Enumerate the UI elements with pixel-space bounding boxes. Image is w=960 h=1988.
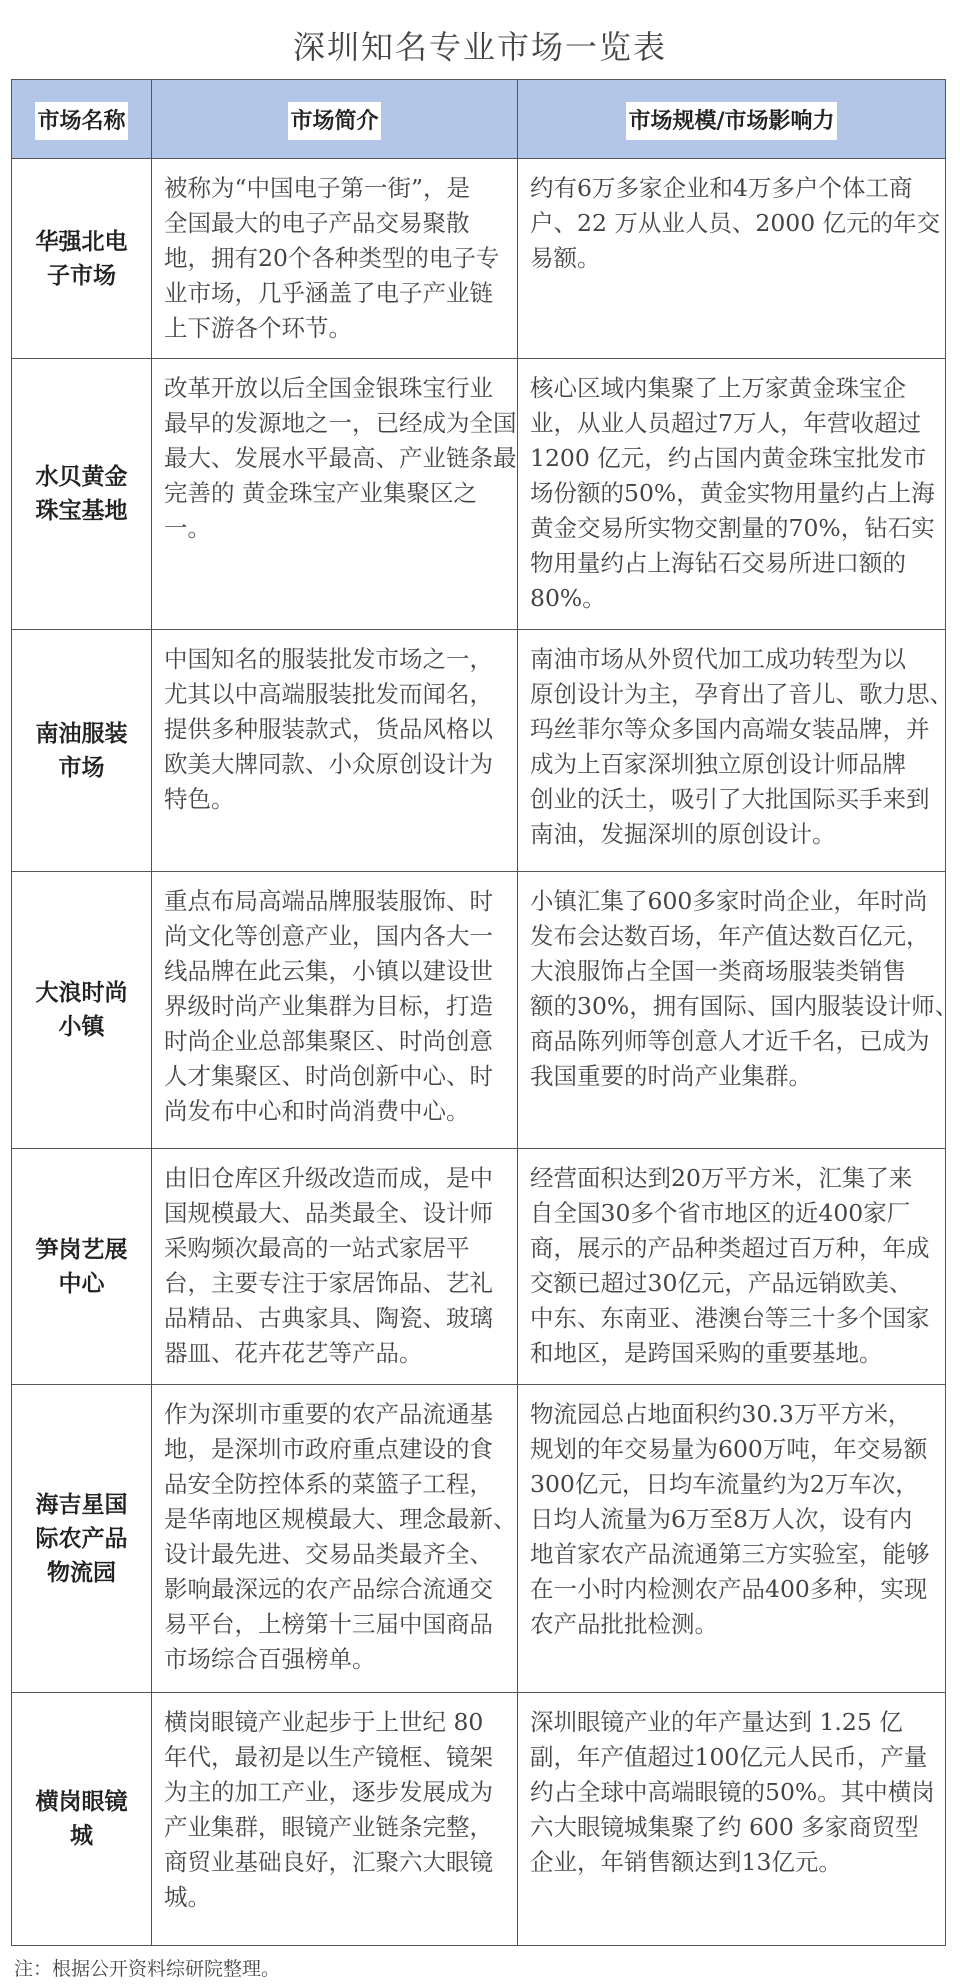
cell-text-line: 交额已超过30亿元，产品远销欧美、 bbox=[530, 1269, 913, 1297]
table-row bbox=[12, 630, 946, 872]
header-market-scale bbox=[518, 80, 946, 159]
market-name-cell bbox=[12, 359, 152, 630]
cell-text-line: 海吉星国 bbox=[35, 1490, 128, 1518]
cell-text-line: 核心区域内集聚了上万家黄金珠宝企 bbox=[530, 374, 906, 402]
cell-text-line: 玛丝菲尔等众多国内高端女装品牌，并 bbox=[530, 715, 930, 743]
cell-text-line: 黄金交易所实物交割量的70%，钻石实 bbox=[530, 514, 935, 542]
cell-text-line: 易平台，上榜第十三届中国商品 bbox=[164, 1610, 493, 1638]
cell-text-line: 完善的 黄金珠宝产业集聚区之 bbox=[164, 479, 477, 507]
cell-text-line: 南油市场从外贸代加工成功转型为以 bbox=[530, 645, 906, 673]
cell-text-line: 户、22 万从业人员、2000 亿元的年交 bbox=[530, 209, 941, 237]
cell-text-line: 线品牌在此云集，小镇以建设世 bbox=[164, 957, 493, 985]
cell-text-line: 全国最大的电子产品交易聚散 bbox=[164, 209, 470, 237]
cell-text-line: 和地区，是跨国采购的重要基地。 bbox=[530, 1339, 883, 1367]
cell-text-line: 创业的沃土，吸引了大批国际买手来到 bbox=[530, 785, 930, 813]
cell-text-line: 发布会达数百场，年产值达数百亿元， bbox=[530, 922, 930, 950]
cell-text-line: 经营面积达到20万平方米，汇集了来 bbox=[530, 1164, 913, 1192]
cell-text-line: 物用量约占上海钻石交易所进口额的 bbox=[530, 549, 906, 577]
cell-text-line: 物流园 bbox=[47, 1558, 116, 1586]
cell-text-line: 约占全球中高端眼镜的50%。其中横岗 bbox=[530, 1778, 935, 1806]
market-scale-cell bbox=[518, 159, 946, 359]
cell-text-line: 影响最深远的农产品综合流通交 bbox=[164, 1575, 493, 1603]
footnote: 注：根据公开资料综研院整理。 bbox=[14, 1958, 281, 1980]
cell-text-line: 中国知名的服装批发市场之一， bbox=[164, 645, 493, 673]
header-label: 市场简介 bbox=[288, 102, 380, 140]
market-name-cell bbox=[12, 630, 152, 872]
cell-text-line: 台，主要专注于家居饰品、艺礼 bbox=[164, 1269, 493, 1297]
market-intro-cell bbox=[152, 359, 518, 630]
cell-text-line: 横岗眼镜产业起步于上世纪 80 bbox=[164, 1708, 484, 1736]
cell-text-line: 自全国30多个省市地区的近400家厂 bbox=[530, 1199, 911, 1227]
cell-text-line: 设计最先进、交易品类最齐全、 bbox=[164, 1540, 493, 1568]
cell-text-line: 提供多种服装款式，货品风格以 bbox=[164, 715, 493, 743]
market-name-cell bbox=[12, 159, 152, 359]
cell-text-line: 大浪时尚 bbox=[35, 979, 128, 1006]
cell-text-line: 一。 bbox=[164, 514, 211, 542]
cell-text-line: 中心 bbox=[58, 1269, 105, 1297]
cell-text-line: 易额。 bbox=[530, 244, 601, 272]
cell-text-line: 企业，年销售额达到13亿元。 bbox=[530, 1848, 842, 1876]
market-name-cell bbox=[12, 872, 152, 1149]
market-name-cell bbox=[12, 1693, 152, 1946]
market-intro-cell bbox=[152, 872, 518, 1149]
cell-text-line: 年代，最初是以生产镜框、镜架 bbox=[164, 1743, 493, 1771]
cell-text-line: 尚发布中心和时尚消费中心。 bbox=[164, 1097, 470, 1125]
market-scale-cell bbox=[518, 1385, 946, 1693]
cell-text-line: 上下游各个环节。 bbox=[164, 314, 352, 342]
table-row bbox=[12, 1149, 946, 1385]
cell-text-line: 商，展示的产品种类超过百万种，年成 bbox=[530, 1234, 930, 1262]
cell-text-line: 商贸业基础良好，汇聚六大眼镜 bbox=[164, 1848, 493, 1876]
table-row bbox=[12, 1385, 946, 1693]
cell-text-line: 业市场，几乎涵盖了电子产业链 bbox=[164, 279, 493, 307]
cell-text-line: 市场综合百强榜单。 bbox=[164, 1645, 376, 1673]
cell-text-line: 我国重要的时尚产业集群。 bbox=[530, 1062, 812, 1090]
cell-text-line: 城。 bbox=[164, 1883, 211, 1911]
header-label: 市场规模/市场影响力 bbox=[626, 102, 836, 140]
table-row bbox=[12, 1693, 946, 1946]
market-name-cell bbox=[12, 1149, 152, 1385]
cell-text-line: 际农产品 bbox=[35, 1524, 128, 1552]
cell-text-line: 业，从业人员超过7万人，年营收超过 bbox=[530, 409, 921, 437]
cell-text-line: 六大眼镜城集聚了约 600 多家商贸型 bbox=[530, 1813, 919, 1841]
cell-text-line: 地，是深圳市政府重点建设的食 bbox=[164, 1435, 493, 1463]
market-name-cell bbox=[12, 1385, 152, 1693]
cell-text-line: 为主的加工产业，逐步发展成为 bbox=[164, 1778, 493, 1806]
cell-text-line: 农产品批批检测。 bbox=[530, 1610, 718, 1638]
market-scale-cell bbox=[518, 359, 946, 630]
cell-text-line: 采购频次最高的一站式家居平 bbox=[164, 1234, 470, 1262]
header-market-intro bbox=[152, 80, 518, 159]
market-intro-cell bbox=[152, 1693, 518, 1946]
cell-text-line: 市场 bbox=[58, 753, 105, 781]
table-header-row bbox=[12, 80, 946, 159]
market-table bbox=[11, 79, 959, 1946]
cell-text-line: 1200 亿元，约占国内黄金珠宝批发市 bbox=[530, 444, 927, 472]
cell-text-line: 商品陈列师等创意人才近千名，已成为 bbox=[530, 1027, 930, 1055]
cell-text-line: 300亿元，日均车流量约为2万车次， bbox=[530, 1470, 919, 1498]
cell-text-line: 约有6万多家企业和4万多户个体工商 bbox=[530, 174, 913, 202]
cell-text-line: 品精品、古典家具、陶瓷、玻璃 bbox=[164, 1304, 493, 1332]
header-label: 市场名称 bbox=[35, 102, 127, 140]
market-scale-cell bbox=[518, 1149, 946, 1385]
cell-text-line: 南油服装 bbox=[35, 719, 128, 747]
cell-text-line: 时尚企业总部集聚区、时尚创意 bbox=[164, 1027, 493, 1055]
cell-text-line: 场份额的50%，黄金实物用量约占上海 bbox=[530, 479, 935, 507]
market-scale-cell bbox=[518, 1693, 946, 1946]
market-intro-cell bbox=[152, 630, 518, 872]
cell-text-line: 最大、发展水平最高、产业链条最 bbox=[164, 444, 517, 472]
cell-text-line: 额的30%，拥有国际、国内服装设计师、 bbox=[530, 992, 959, 1020]
page-title: 深圳知名专业市场一览表 bbox=[292, 28, 667, 66]
cell-text-line: 地首家农产品流通第三方实验室，能够 bbox=[530, 1540, 930, 1568]
cell-text-line: 副，年产值超过100亿元人民币，产量 bbox=[530, 1743, 928, 1771]
cell-text-line: 尚文化等创意产业，国内各大一 bbox=[164, 922, 493, 950]
table-row bbox=[12, 872, 946, 1149]
cell-text-line: 被称为“中国电子第一街”，是 bbox=[164, 174, 471, 202]
cell-text-line: 珠宝基地 bbox=[35, 497, 128, 524]
cell-text-line: 器皿、花卉花艺等产品。 bbox=[164, 1339, 423, 1367]
cell-text-line: 尤其以中高端服装批发而闻名， bbox=[164, 680, 493, 708]
cell-text-line: 物流园总占地面积约30.3万平方米， bbox=[530, 1400, 912, 1428]
cell-text-line: 作为深圳市重要的农产品流通基 bbox=[164, 1400, 493, 1428]
cell-text-line: 水贝黄金 bbox=[35, 463, 128, 490]
cell-text-line: 产业集群，眼镜产业链条完整， bbox=[164, 1813, 493, 1841]
table-row bbox=[12, 359, 946, 630]
cell-text-line: 横岗眼镜 bbox=[35, 1788, 128, 1815]
cell-text-line: 大浪服饰占全国一类商场服装类销售 bbox=[530, 957, 906, 985]
cell-text-line: 日均人流量为6万至8万人次，设有内 bbox=[530, 1505, 913, 1533]
cell-text-line: 小镇 bbox=[58, 1013, 105, 1040]
market-intro-cell bbox=[152, 1149, 518, 1385]
cell-text-line: 由旧仓库区升级改造而成，是中 bbox=[164, 1164, 493, 1192]
cell-text-line: 子市场 bbox=[47, 261, 116, 289]
market-intro-cell bbox=[152, 1385, 518, 1693]
cell-text-line: 欧美大牌同款、小众原创设计为 bbox=[164, 750, 493, 778]
market-intro-cell bbox=[152, 159, 518, 359]
cell-text-line: 原创设计为主，孕育出了音儿、歌力思、 bbox=[530, 680, 953, 708]
cell-text-line: 在一小时内检测农产品400多种，实现 bbox=[530, 1575, 928, 1603]
cell-text-line: 中东、东南亚、港澳台等三十多个国家 bbox=[530, 1304, 930, 1332]
cell-text-line: 规划的年交易量为600万吨，年交易额 bbox=[530, 1435, 928, 1463]
cell-text-line: 地，拥有20个各种类型的电子专 bbox=[164, 244, 500, 272]
cell-text-line: 华强北电 bbox=[35, 227, 128, 255]
cell-text-line: 深圳眼镜产业的年产量达到 1.25 亿 bbox=[530, 1708, 903, 1736]
cell-text-line: 成为上百家深圳独立原创设计师品牌 bbox=[530, 750, 906, 778]
cell-text-line: 人才集聚区、时尚创新中心、时 bbox=[164, 1062, 493, 1090]
cell-text-line: 特色。 bbox=[164, 785, 235, 813]
cell-text-line: 城 bbox=[70, 1822, 93, 1849]
market-scale-cell bbox=[518, 630, 953, 872]
cell-text-line: 品安全防控体系的菜篮子工程， bbox=[164, 1470, 493, 1498]
header-market-name bbox=[12, 80, 152, 159]
table-row bbox=[12, 159, 946, 359]
cell-text-line: 界级时尚产业集群为目标，打造 bbox=[164, 992, 493, 1020]
cell-text-line: 改革开放以后全国金银珠宝行业 bbox=[164, 374, 493, 402]
cell-text-line: 小镇汇集了600多家时尚企业，年时尚 bbox=[530, 887, 928, 915]
cell-text-line: 80%。 bbox=[530, 584, 606, 612]
cell-text-line: 国规模最大、品类最全、设计师 bbox=[164, 1199, 493, 1227]
cell-text-line: 笋岗艺展 bbox=[35, 1235, 128, 1263]
cell-text-line: 重点布局高端品牌服装服饰、时 bbox=[164, 887, 493, 915]
cell-text-line: 最早的发源地之一，已经成为全国 bbox=[164, 409, 517, 437]
cell-text-line: 是华南地区规模最大、理念最新、 bbox=[164, 1505, 517, 1533]
cell-text-line: 南油，发掘深圳的原创设计。 bbox=[530, 820, 836, 848]
market-scale-cell bbox=[518, 872, 959, 1149]
